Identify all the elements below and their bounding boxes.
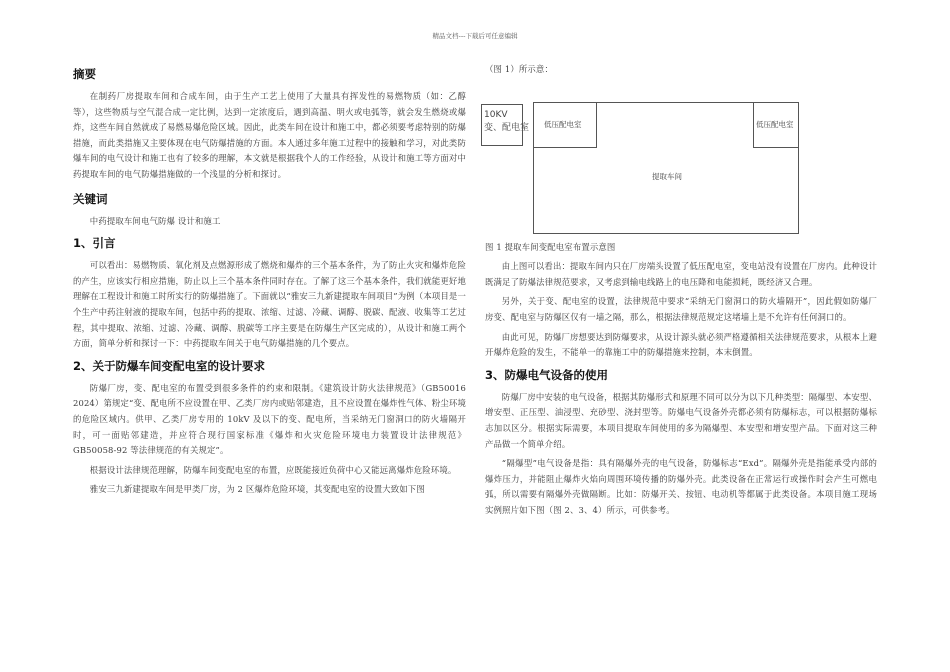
- low-voltage-room-right: [753, 102, 799, 148]
- paragraph-3: 由此可见，防爆厂房想要达到防爆要求，从设计源头就必须严格遵循相关法律规范要求，从根本上避开爆炸危险的发生，不能单一的靠施工中的防爆措施来控制，本末倒置。: [485, 331, 877, 358]
- layout-diagram: [485, 84, 803, 234]
- low-voltage-room-right-label: 低压配电室: [756, 119, 794, 129]
- substation-box: [481, 104, 530, 146]
- section-2-paragraph-3: 雅安三九新建提取车间是甲类厂房，为 2 区爆炸危险环境，其变配电室的设置大致如下图: [89, 484, 425, 495]
- page-header: 精品文档---下载后可任意编辑: [432, 32, 518, 40]
- section-3-paragraph-2: “隔爆型”电气设备是指：具有隔爆外壳的电气设备，防爆标志“Exd”。隔爆外壳是指能承受内部的爆炸压力，并能阻止爆炸火焰向周围环境传播的防爆外壳。此类设备在正常运行或操作时会产生可燃电弧，所以需要有隔爆外壳做隔断。比如：防爆开关、按钮、电动机等都属于此类设备。本项目施工现场实例照片如下图（图 2、3、4）所示，可供参考。: [485, 458, 877, 515]
- section-2-paragraph-1: 防爆厂房，变、配电室的布置受到很多条件的约束和限制。《建筑设计防火法律规范》（GB50016 2024）第规定“变、配电所不应设置在甲、乙类厂房内或贴邻建造，且不应设置在爆炸性气体、粉尘环境的危险区域内。供甲、乙类厂房专用的 10kV 及以下的变、配电所，当采纳无门窗洞口的防火墙隔开时，可一面贴邻建造，并应符合现行国家标准《爆炸和火灾危险环境电力装置设计法律规范》GB50058-92 等法律规范的有关规定”。: [73, 382, 466, 456]
- left-column: [73, 66, 466, 498]
- low-voltage-room-left-label: 低压配电室: [544, 119, 582, 129]
- keywords-text: 中药提取车间电气防爆 设计和施工: [89, 215, 221, 226]
- section-2-paragraph-2: 根据设计法律规范理解，防爆车间变配电室的布置，应既能接近负荷中心又能远离爆炸危险环境。: [89, 464, 457, 475]
- abstract-text: 在制药厂房提取车间和合成车间，由于生产工艺上使用了大量具有挥发性的易燃物质（如：乙醇等），这些物质与空气混合成一定比例，达到一定浓度后，遇到高温、明火或电弧等，就会发生燃烧或爆炸，这些车间自然就成了易燃易爆危险区域。因此，此类车间在设计和施工中，都必须要考虑特别的防爆措施，而此类措施又主要体现在电气防爆措施的方面。本人通过多年施工过程中的接触和学习，对此类防爆车间的电气设计和施工也有了较多的理解，本文就是根据我个人的工作经验，从设计和施工等方面对中药提取车间的电气防爆措施做的一个浅显的分析和探讨。: [73, 91, 466, 179]
- paragraph-1: 由上图可以看出：提取车间内只在厂房端头设置了低压配电室，变电站没有设置在厂房内。此种设计既满足了防爆法律规范要求，又考虑到输电线路上的电压降和电能损耗，既经济又合理。: [485, 261, 877, 287]
- section-2-title: 2、关于防爆车间变配电室的设计要求: [73, 358, 265, 373]
- figure-reference: （图 1）所示意：: [485, 64, 553, 74]
- substation-label: 10KV 变、配电室: [484, 109, 530, 133]
- right-column: [485, 62, 877, 519]
- section-1-text: 可以看出：易燃物质、氧化剂及点燃源形成了燃烧和爆炸的三个基本条件，为了防止火灾和爆炸危险的产生，应该实行相应措施，防止以上三个基本条件同时存在。了解了这三个基本条件，我们就能更好地理解在工程设计和施工时所实行的防爆措施了。下面就以“雅安三九新建提取车间项目”为例（本项目是一个生产中药注射液的提取车间，包括中药的提取、浓缩、过滤、冷藏、调醇、脱碳、配液、收集等工艺过程，其中提取、浓缩、过滤、冷藏、调醇、脱碳等工序主要是在防爆生产区完成的），从设计和施工两个方面，简单分析和探讨一下：中药提取车间关于电气防爆措施的几个要点。: [73, 260, 466, 349]
- low-voltage-room-left: [533, 102, 597, 148]
- section-1-title: 1、引言: [73, 236, 116, 251]
- section-3-paragraph-1: 防爆厂房中安装的电气设备，根据其防爆形式和原理不同可以分为以下几种类型：隔爆型、本安型、增安型、正压型、油浸型、充砂型、浇封型等。防爆电气设备外壳都必须有防爆标志，可以根据防爆标志加以区分。根据实际需要，本项目提取车间使用的多为隔爆型、本安型和增安型产品。下面对这三种产品做一个简单介绍。: [485, 391, 877, 449]
- abstract-title: 摘要: [73, 67, 96, 81]
- workshop-label: 提取车间: [652, 171, 682, 181]
- section-3-title: 3、防爆电气设备的使用: [485, 367, 609, 382]
- paragraph-2: 另外，关于变、配电室的设置，法律规范中要求“采纳无门窗洞口的防火墙隔开”，因此假如防爆厂房变、配电室与防爆区仅有一墙之隔，那么，根据法律规范规定这堵墙上是不允许有任何洞口的。: [485, 296, 877, 322]
- figure-caption: 图 1 提取车间变配电室布置示意图: [485, 241, 616, 252]
- keywords-title: 关键词: [73, 191, 108, 206]
